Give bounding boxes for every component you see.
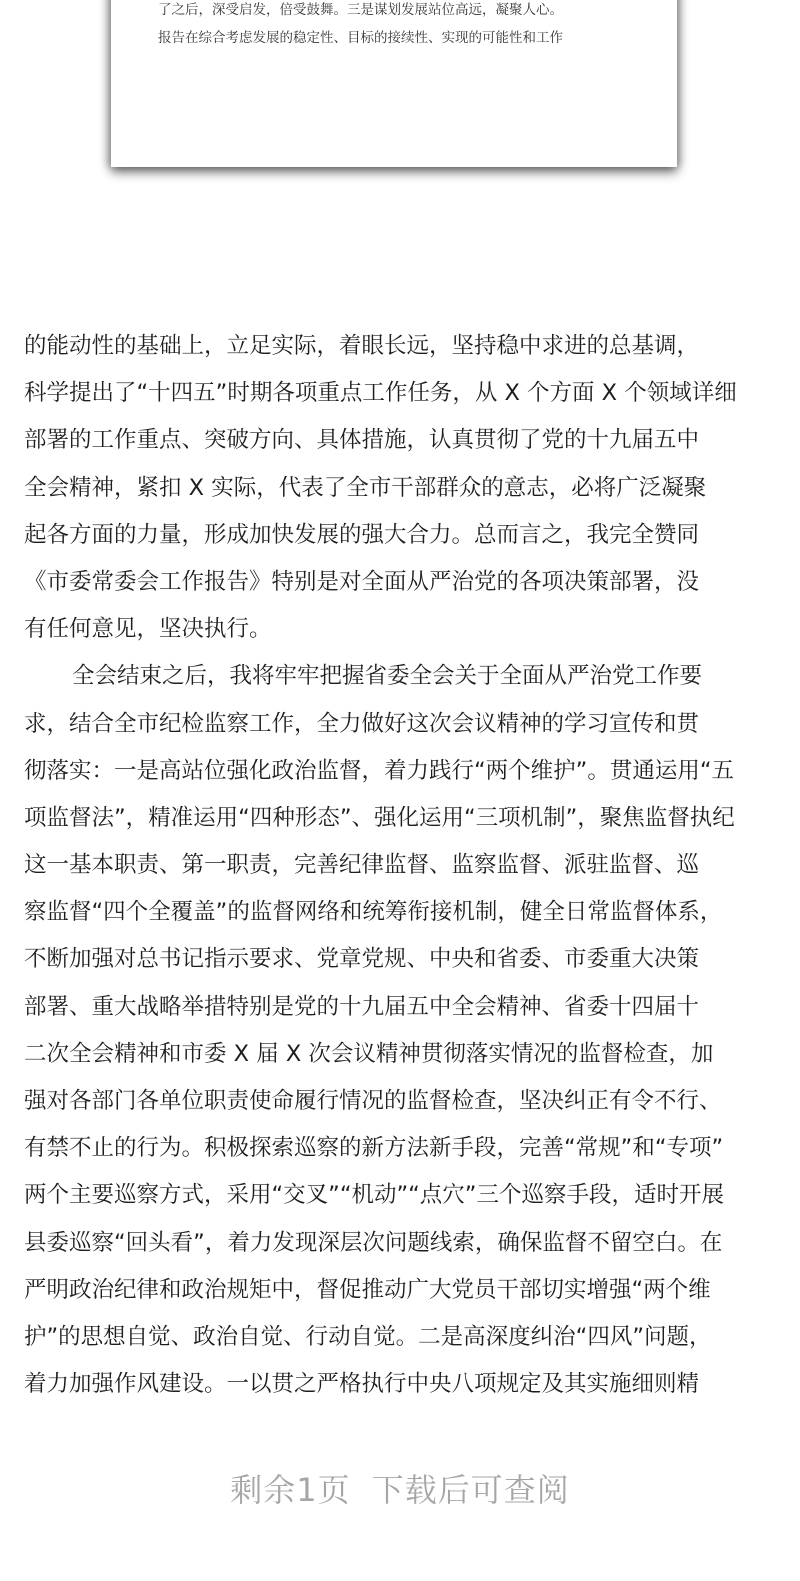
body-line: 不断加强对总书记指示要求、党章党规、中央和省委、市委重大决策	[24, 946, 700, 973]
body-line: 科学提出了“十四五”时期各项重点工作任务，从 X 个方面 X 个领域详细	[24, 380, 737, 407]
remaining-pages-notice[interactable]: 剩余1页 下载后可查阅	[230, 1471, 570, 1509]
body-line: 二次全会精神和市委 X 届 X 次会议精神贯彻落实情况的监督检查，加	[24, 1040, 714, 1067]
body-line: 这一基本职责、第一职责，完善纪律监督、监察监督、派驻监督、巡	[24, 852, 700, 879]
body-line: 起各方面的力量，形成加快发展的强大合力。总而言之，我完全赞同	[24, 521, 700, 548]
preview-line: 了之后，深受启发，倍受鼓舞。三是谋划发展站位高远，凝聚人心。	[158, 2, 563, 18]
body-line: 两个主要巡察方式，采用“交叉”“机动”“点穴”三个巡察手段，适时开展	[24, 1182, 724, 1209]
body-line: 项监督法”，精准运用“四种形态”、强化运用“三项机制”，聚焦监督执纪	[24, 804, 735, 831]
preview-line: 报告在综合考虑发展的稳定性、目标的接续性、实现的可能性和工作	[158, 30, 563, 46]
body-line: 有任何意见，坚决执行。	[24, 616, 272, 643]
body-line: 部署的工作重点、突破方向、具体措施，认真贯彻了党的十九届五中	[24, 427, 700, 454]
body-line: 察监督“四个全覆盖”的监督网络和统筹衔接机制，健全日常监督体系，	[24, 899, 723, 926]
body-line: 着力加强作风建设。一以贯之严格执行中央八项规定及其实施细则精	[24, 1371, 700, 1398]
body-line: 严明政治纪律和政治规矩中，督促推动广大党员干部切实增强“两个维	[24, 1276, 711, 1303]
body-line: 县委巡察“回头看”，着力发现深层次问题线索，确保监督不留空白。在	[24, 1229, 723, 1256]
body-line: 全会精神，紧扣 X 实际，代表了全市干部群众的意志，必将广泛凝聚	[24, 474, 707, 501]
body-line: 强对各部门各单位职责使命履行情况的监督检查，坚决纠正有令不行、	[24, 1088, 722, 1114]
body-line: 求，结合全市纪检监察工作，全力做好这次会议精神的学习宣传和贯	[24, 710, 700, 737]
body-line: 彻落实：一是高站位强化政治监督，着力践行“两个维护”。贯通运用“五	[24, 757, 734, 784]
body-line: 全会结束之后，我将牢牢把握省委全会关于全面从严治党工作要	[72, 663, 703, 690]
body-line: 护”的思想自觉、政治自觉、行动自觉。二是高深度纠治“四风”问题，	[24, 1323, 712, 1350]
document-body	[24, 323, 776, 1408]
body-line: 部署、重大战略举措特别是党的十九届五中全会精神、省委十四届十	[24, 993, 700, 1020]
body-line: 的能动性的基础上，立足实际，着眼长远，坚持稳中求进的总基调，	[24, 333, 700, 359]
body-line: 《市委常委会工作报告》特别是对全面从严治党的各项决策部署，没	[24, 568, 700, 595]
body-line: 有禁不止的行为。积极探索巡察的新方法新手段，完善“常规”和“专项”	[24, 1135, 724, 1162]
document-preview-card	[111, 0, 677, 167]
